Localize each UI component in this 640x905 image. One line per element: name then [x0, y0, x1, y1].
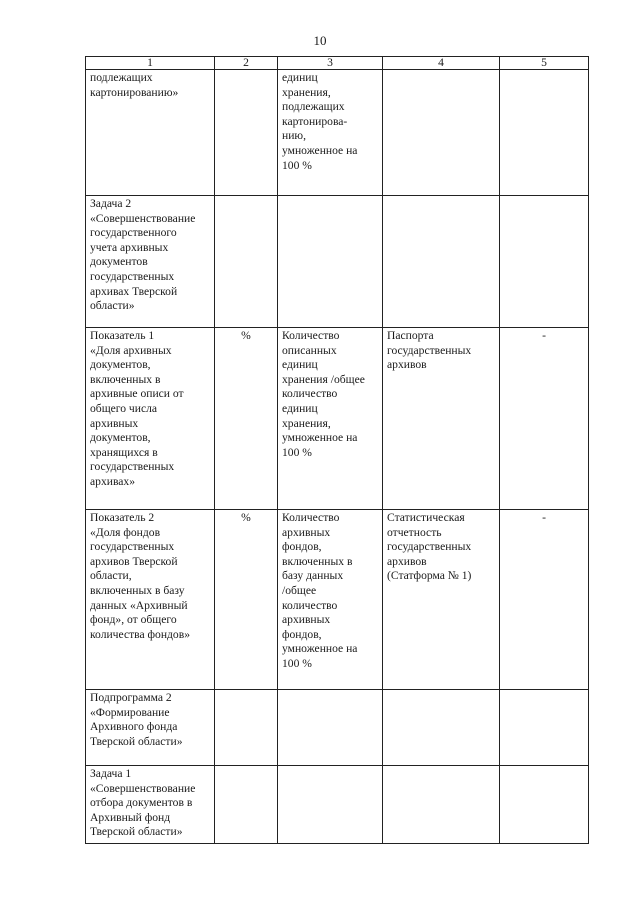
- table-cell: -: [500, 328, 589, 510]
- table-cell: [278, 690, 383, 766]
- table-cell: Количество архивных фондов, включенных в базу данных /общее количество архивных фондов, умноженное на 100 %: [278, 510, 383, 690]
- table-cell: [215, 690, 278, 766]
- table-cell: %: [215, 328, 278, 510]
- table-header-row: [86, 57, 589, 70]
- table-row: [86, 510, 589, 690]
- table-cell: [383, 70, 500, 196]
- table-cell: Количество описанных единиц хранения /общее количество единиц хранения, умноженное на 100 %: [278, 328, 383, 510]
- column-header-4: 4: [383, 57, 500, 70]
- table-cell: [383, 196, 500, 328]
- table-cell: [500, 196, 589, 328]
- table-cell: единиц хранения, подлежащих картонирова- нию, умноженное на 100 %: [278, 70, 383, 196]
- table-cell: [500, 766, 589, 844]
- table-cell: Показатель 1 «Доля архивных документов, включенных в архивные описи от общего числа архивных документов, хранящихся в государственных архивах»: [86, 328, 215, 510]
- table-cell: [278, 196, 383, 328]
- table-cell: подлежащих картонированию»: [86, 70, 215, 196]
- table-cell: [500, 690, 589, 766]
- table-cell: Подпрограмма 2 «Формирование Архивного фонда Тверской области»: [86, 690, 215, 766]
- table-cell: Паспорта государственных архивов: [383, 328, 500, 510]
- table-cell: [215, 196, 278, 328]
- column-header-1: 1: [86, 57, 215, 70]
- table-row: [86, 196, 589, 328]
- table-row: [86, 766, 589, 844]
- table-cell: [278, 766, 383, 844]
- table-cell: [383, 766, 500, 844]
- table-cell: -: [500, 510, 589, 690]
- table-row: [86, 328, 589, 510]
- table-cell: %: [215, 510, 278, 690]
- table-cell: [383, 690, 500, 766]
- indicators-table: [85, 56, 589, 844]
- page-number: 10: [313, 33, 327, 48]
- table-cell: [215, 70, 278, 196]
- table-row: [86, 690, 589, 766]
- table-cell: [215, 766, 278, 844]
- table-cell: Статистическая отчетность государственных архивов (Статформа № 1): [383, 510, 500, 690]
- table-cell: Задача 1 «Совершенствование отбора документов в Архивный фонд Тверской области»: [86, 766, 215, 844]
- column-header-3: 3: [278, 57, 383, 70]
- table-cell: Показатель 2 «Доля фондов государственных архивов Тверской области, включенных в базу данных «Архивный фонд», от общего количества фондов»: [86, 510, 215, 690]
- column-header-5: 5: [500, 57, 589, 70]
- table-row: [86, 70, 589, 196]
- column-header-2: 2: [215, 57, 278, 70]
- table-cell: Задача 2 «Совершенствование государственного учета архивных документов государственных архивах Тверской области»: [86, 196, 215, 328]
- table-cell: [500, 70, 589, 196]
